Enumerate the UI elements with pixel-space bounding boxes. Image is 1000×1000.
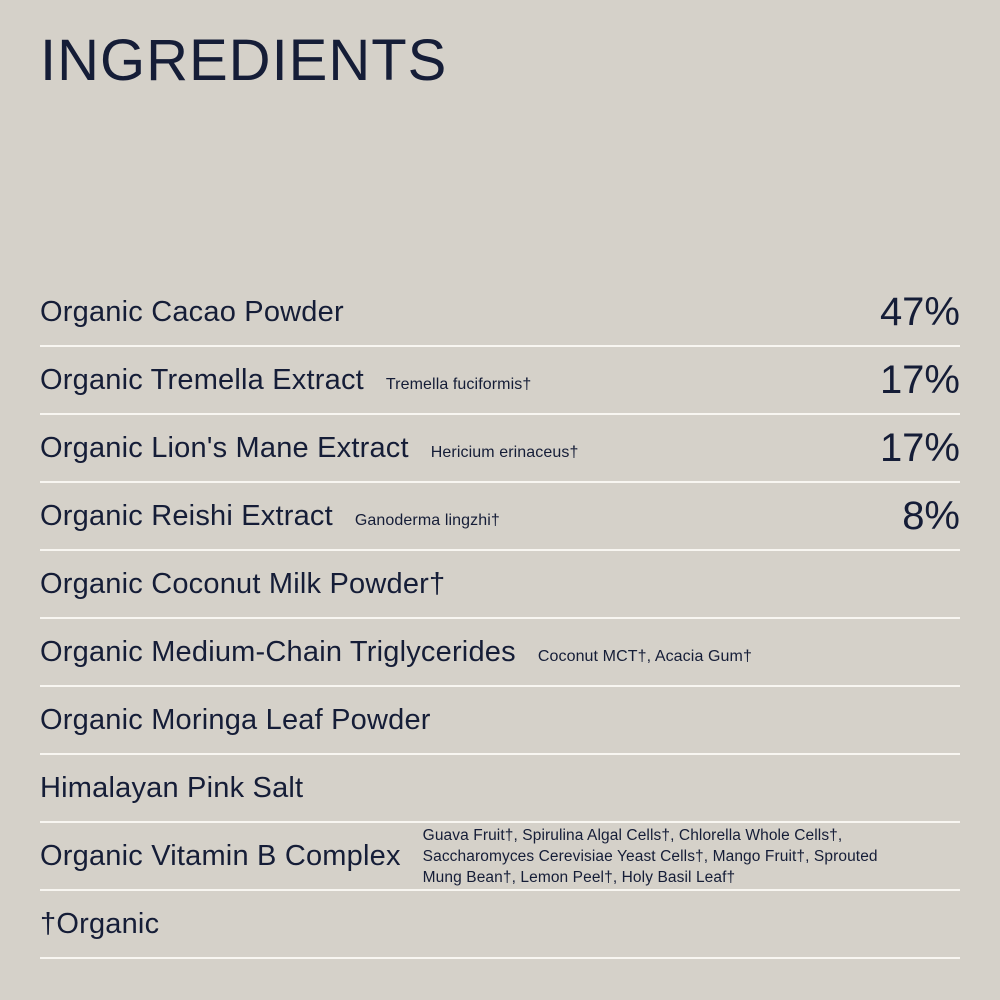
ingredient-detail: Tremella fuciformis† <box>385 375 532 393</box>
ingredient-left <box>40 568 445 601</box>
ingredient-row <box>40 755 960 823</box>
ingredient-row <box>40 619 960 687</box>
ingredient-left <box>40 636 752 669</box>
ingredient-name: Himalayan Pink Salt <box>40 771 304 804</box>
ingredient-percent: 17% <box>879 425 960 470</box>
page-title: INGREDIENTS <box>40 28 448 93</box>
footnote-row <box>40 891 960 959</box>
ingredient-detail: Ganoderma lingzhi† <box>354 511 500 529</box>
ingredient-left <box>40 825 918 888</box>
ingredient-name: Organic Cacao Powder <box>40 295 344 328</box>
ingredient-name: Organic Coconut Milk Powder† <box>40 567 446 600</box>
ingredient-detail: Coconut MCT†, Acacia Gum† <box>537 647 752 665</box>
ingredient-percent: 17% <box>879 357 960 402</box>
ingredient-name: Organic Tremella Extract <box>40 363 364 396</box>
ingredients-list <box>40 279 960 891</box>
ingredient-left <box>40 432 579 465</box>
ingredient-name: Organic Medium-Chain Triglycerides <box>40 635 516 668</box>
ingredient-row <box>40 687 960 755</box>
ingredient-percent: 47% <box>879 289 960 334</box>
ingredient-percent: 8% <box>902 493 960 538</box>
ingredient-row <box>40 823 960 891</box>
ingredient-detail: Hericium erinaceus† <box>430 443 579 461</box>
ingredient-detail: Guava Fruit†, Spirulina Algal Cells†, Chlorella Whole Cells†, Saccharomyces Cerevisiae Yeast Cells†, Mango Fruit†, Sprouted Mung Bean†, Lemon Peel†, Holy Basil Leaf† <box>422 826 878 886</box>
ingredient-row <box>40 347 960 415</box>
ingredient-name: Organic Moringa Leaf Powder <box>40 703 431 736</box>
footnote-label: †Organic <box>40 907 160 940</box>
ingredient-name: Organic Vitamin B Complex <box>40 839 401 872</box>
ingredient-row <box>40 551 960 619</box>
ingredient-name: Organic Reishi Extract <box>40 499 333 532</box>
ingredient-left <box>40 296 344 329</box>
ingredient-left <box>40 704 431 737</box>
ingredient-row <box>40 279 960 347</box>
ingredient-left <box>40 364 531 397</box>
ingredient-name: Organic Lion's Mane Extract <box>40 431 409 464</box>
ingredient-left <box>40 500 500 533</box>
ingredient-left <box>40 772 303 805</box>
ingredient-row <box>40 415 960 483</box>
ingredient-row <box>40 483 960 551</box>
